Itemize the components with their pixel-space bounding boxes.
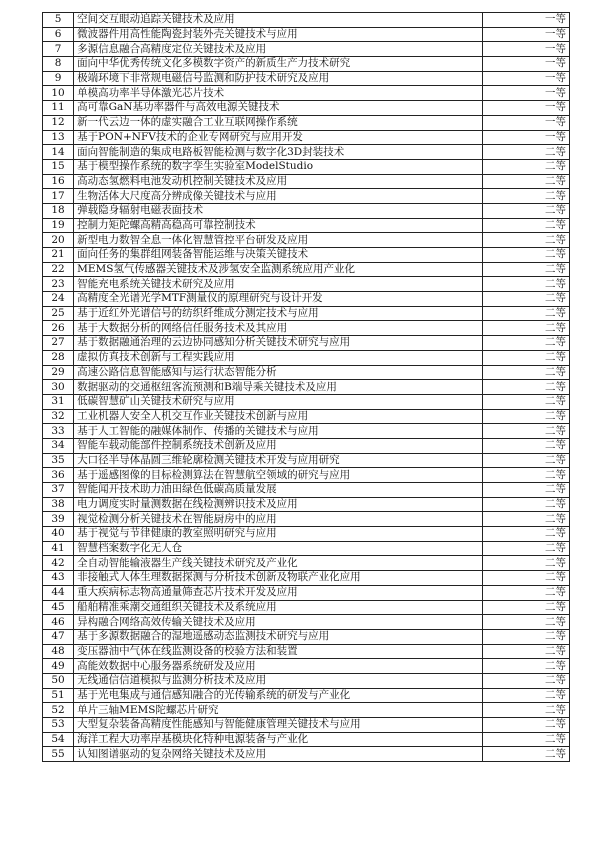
award-grade: 一等 <box>482 86 569 101</box>
award-list-table <box>42 12 570 762</box>
project-title: 认知图谱驱动的复杂网络关键技术及应用 <box>74 747 483 762</box>
award-grade: 二等 <box>482 453 569 468</box>
award-grade: 二等 <box>482 629 569 644</box>
row-number: 42 <box>43 556 74 571</box>
table-row <box>43 145 570 160</box>
row-number: 25 <box>43 306 74 321</box>
table-row <box>43 292 570 307</box>
table-row <box>43 233 570 248</box>
project-title: 船舶精准乘潮交通组织关键技术及系统应用 <box>74 600 483 615</box>
award-grade: 二等 <box>482 659 569 674</box>
award-grade: 二等 <box>482 732 569 747</box>
row-number: 12 <box>43 115 74 130</box>
award-grade: 二等 <box>482 277 569 292</box>
row-number: 46 <box>43 615 74 630</box>
table-row <box>43 615 570 630</box>
table-row <box>43 718 570 733</box>
table-row <box>43 248 570 263</box>
project-title: 虚拟仿真技术创新与工程实践应用 <box>74 350 483 365</box>
table-row <box>43 483 570 498</box>
project-title: 基于光电集成与通信感知融合的光传输系统的研发与产业化 <box>74 688 483 703</box>
award-grade: 二等 <box>482 159 569 174</box>
row-number: 11 <box>43 101 74 116</box>
award-grade: 二等 <box>482 703 569 718</box>
award-list-sheet <box>42 12 570 762</box>
award-grade: 二等 <box>482 394 569 409</box>
table-row <box>43 218 570 233</box>
row-number: 28 <box>43 350 74 365</box>
row-number: 52 <box>43 703 74 718</box>
project-title: 无线通信信道模拟与监测分析技术及应用 <box>74 673 483 688</box>
row-number: 38 <box>43 497 74 512</box>
award-grade: 二等 <box>482 350 569 365</box>
row-number: 10 <box>43 86 74 101</box>
row-number: 31 <box>43 394 74 409</box>
table-row <box>43 277 570 292</box>
award-grade: 二等 <box>482 174 569 189</box>
award-grade: 一等 <box>482 101 569 116</box>
table-row <box>43 13 570 28</box>
project-title: 弹载隐身辐射电磁表面技术 <box>74 203 483 218</box>
project-title: 生物活体大尺度高分辨成像关键技术与应用 <box>74 189 483 204</box>
row-number: 17 <box>43 189 74 204</box>
table-row <box>43 321 570 336</box>
row-number: 51 <box>43 688 74 703</box>
table-row <box>43 571 570 586</box>
table-row <box>43 453 570 468</box>
award-grade: 二等 <box>482 233 569 248</box>
table-row <box>43 336 570 351</box>
table-row <box>43 189 570 204</box>
project-title: 非接触式人体生理数据探测与分析技术创新及物联产业化应用 <box>74 571 483 586</box>
award-grade: 二等 <box>482 644 569 659</box>
award-grade: 二等 <box>482 321 569 336</box>
row-number: 33 <box>43 424 74 439</box>
award-grade: 二等 <box>482 438 569 453</box>
project-title: 异构融合网络高效传输关键技术及应用 <box>74 615 483 630</box>
row-number: 44 <box>43 585 74 600</box>
project-title: 面向中华优秀传统文化多模数字资产的新质生产力技术研究 <box>74 57 483 72</box>
table-row <box>43 438 570 453</box>
project-title: 基于视觉与节律健康的教室照明研究与应用 <box>74 527 483 542</box>
award-grade: 二等 <box>482 571 569 586</box>
table-row <box>43 703 570 718</box>
award-grade: 二等 <box>482 336 569 351</box>
project-title: 高精度全光谱光学MTF测量仪的原理研究与设计开发 <box>74 292 483 307</box>
award-grade: 二等 <box>482 468 569 483</box>
row-number: 16 <box>43 174 74 189</box>
project-title: 电力调度实时量测数据在线检测辨识技术及应用 <box>74 497 483 512</box>
table-row <box>43 262 570 277</box>
project-title: 大型复杂装备高精度性能感知与智能健康管理关键技术与应用 <box>74 718 483 733</box>
table-row <box>43 71 570 86</box>
row-number: 27 <box>43 336 74 351</box>
project-title: 高能效数据中心服务器系统研发及应用 <box>74 659 483 674</box>
project-title: 智能充电系统关键技术研究及应用 <box>74 277 483 292</box>
row-number: 29 <box>43 365 74 380</box>
project-title: 极端环境下非常规电磁信号监测和防护技术研究及应用 <box>74 71 483 86</box>
award-grade: 一等 <box>482 27 569 42</box>
table-row <box>43 27 570 42</box>
award-grade: 二等 <box>482 203 569 218</box>
award-grade: 一等 <box>482 42 569 57</box>
row-number: 47 <box>43 629 74 644</box>
project-title: 数据驱动的交通枢纽客流预测和B端导乘关键技术及应用 <box>74 380 483 395</box>
table-row <box>43 306 570 321</box>
row-number: 9 <box>43 71 74 86</box>
table-row <box>43 747 570 762</box>
table-row <box>43 365 570 380</box>
table-row <box>43 130 570 145</box>
project-title: MEMS氢气传感器关键技术及涉氢安全监测系统应用产业化 <box>74 262 483 277</box>
table-row <box>43 409 570 424</box>
award-grade: 二等 <box>482 424 569 439</box>
table-row <box>43 600 570 615</box>
table-row <box>43 556 570 571</box>
row-number: 14 <box>43 145 74 160</box>
row-number: 41 <box>43 541 74 556</box>
award-grade: 二等 <box>482 306 569 321</box>
project-title: 面向智能制造的集成电路板智能检测与数字化3D封装技术 <box>74 145 483 160</box>
award-grade: 二等 <box>482 673 569 688</box>
row-number: 43 <box>43 571 74 586</box>
award-grade: 二等 <box>482 248 569 263</box>
row-number: 19 <box>43 218 74 233</box>
award-grade: 二等 <box>482 747 569 762</box>
award-grade: 二等 <box>482 218 569 233</box>
project-title: 基于多源数据融合的湿地遥感动态监测技术研究与应用 <box>74 629 483 644</box>
row-number: 24 <box>43 292 74 307</box>
project-title: 智能闻开技术助力油田绿色低碳高质量发展 <box>74 483 483 498</box>
table-row <box>43 644 570 659</box>
project-title: 多源信息融合高精度定位关键技术及应用 <box>74 42 483 57</box>
project-title: 基于大数据分析的网络信任服务技术及其应用 <box>74 321 483 336</box>
row-number: 37 <box>43 483 74 498</box>
row-number: 5 <box>43 13 74 28</box>
table-row <box>43 174 570 189</box>
row-number: 7 <box>43 42 74 57</box>
project-title: 基于近红外光谱信号的纺织纤维成分测定技术与应用 <box>74 306 483 321</box>
project-title: 高速公路信息智能感知与运行状态智能分析 <box>74 365 483 380</box>
table-row <box>43 57 570 72</box>
table-row <box>43 101 570 116</box>
table-row <box>43 350 570 365</box>
project-title: 全自动智能输液器生产线关键技术研究及产业化 <box>74 556 483 571</box>
award-grade: 二等 <box>482 718 569 733</box>
award-grade: 一等 <box>482 115 569 130</box>
award-grade: 二等 <box>482 600 569 615</box>
row-number: 35 <box>43 453 74 468</box>
project-title: 微波器件用高性能陶瓷封装外壳关键技术与应用 <box>74 27 483 42</box>
project-title: 高动态氢燃料电池发动机控制关键技术及应用 <box>74 174 483 189</box>
project-title: 重大疾病标志物高通量筛查芯片技术开发及应用 <box>74 585 483 600</box>
award-grade: 二等 <box>482 262 569 277</box>
project-title: 新型电力数智全息一体化智慧管控平台研发及应用 <box>74 233 483 248</box>
project-title: 大口径半导体晶圆三维轮廓检测关键技术开发与应用研究 <box>74 453 483 468</box>
table-row <box>43 585 570 600</box>
award-grade: 二等 <box>482 541 569 556</box>
table-row <box>43 424 570 439</box>
row-number: 40 <box>43 527 74 542</box>
row-number: 18 <box>43 203 74 218</box>
table-row <box>43 86 570 101</box>
table-row <box>43 512 570 527</box>
project-title: 单模高功率半导体激光芯片技术 <box>74 86 483 101</box>
row-number: 30 <box>43 380 74 395</box>
award-grade: 二等 <box>482 483 569 498</box>
project-title: 低碳智慧矿山关键技术研究与应用 <box>74 394 483 409</box>
table-row <box>43 380 570 395</box>
award-list-body <box>43 13 570 762</box>
project-title: 海洋工程大功率岸基模块化特种电源装备与产业化 <box>74 732 483 747</box>
table-row <box>43 659 570 674</box>
project-title: 基于人工智能的融媒体制作、传播的关键技术与应用 <box>74 424 483 439</box>
row-number: 22 <box>43 262 74 277</box>
row-number: 32 <box>43 409 74 424</box>
table-row <box>43 394 570 409</box>
table-row <box>43 159 570 174</box>
project-title: 基于遥感图像的目标检测算法在智慧航空领域的研究与应用 <box>74 468 483 483</box>
row-number: 54 <box>43 732 74 747</box>
project-title: 面向任务的集群组网装备智能运维与决策关键技术 <box>74 248 483 263</box>
award-grade: 二等 <box>482 365 569 380</box>
project-title: 智能车载动能部件控制系统技术创新及应用 <box>74 438 483 453</box>
award-grade: 二等 <box>482 615 569 630</box>
row-number: 8 <box>43 57 74 72</box>
table-row <box>43 629 570 644</box>
row-number: 55 <box>43 747 74 762</box>
award-grade: 二等 <box>482 688 569 703</box>
project-title: 基于数据融通治理的云边协同感知分析关键技术研究与应用 <box>74 336 483 351</box>
table-row <box>43 541 570 556</box>
table-row <box>43 673 570 688</box>
award-grade: 二等 <box>482 512 569 527</box>
row-number: 6 <box>43 27 74 42</box>
project-title: 空间交互眼动追踪关键技术及应用 <box>74 13 483 28</box>
award-grade: 二等 <box>482 585 569 600</box>
project-title: 智慧档案数字化无人仓 <box>74 541 483 556</box>
award-grade: 二等 <box>482 292 569 307</box>
row-number: 13 <box>43 130 74 145</box>
row-number: 34 <box>43 438 74 453</box>
row-number: 21 <box>43 248 74 263</box>
table-row <box>43 527 570 542</box>
award-grade: 一等 <box>482 57 569 72</box>
row-number: 39 <box>43 512 74 527</box>
table-row <box>43 468 570 483</box>
row-number: 36 <box>43 468 74 483</box>
table-row <box>43 203 570 218</box>
row-number: 26 <box>43 321 74 336</box>
project-title: 基于PON+NFV技术的企业专网研究与应用开发 <box>74 130 483 145</box>
row-number: 45 <box>43 600 74 615</box>
table-row <box>43 115 570 130</box>
project-title: 基于模型操作系统的数字孪生实验室ModelStudio <box>74 159 483 174</box>
table-row <box>43 42 570 57</box>
award-grade: 二等 <box>482 409 569 424</box>
row-number: 53 <box>43 718 74 733</box>
award-grade: 二等 <box>482 497 569 512</box>
award-grade: 一等 <box>482 13 569 28</box>
row-number: 48 <box>43 644 74 659</box>
project-title: 高可靠GaN基功率器件与高效电源关键技术 <box>74 101 483 116</box>
award-grade: 二等 <box>482 189 569 204</box>
project-title: 视觉检测分析关键技术在智能厨房中的应用 <box>74 512 483 527</box>
row-number: 20 <box>43 233 74 248</box>
project-title: 工业机器人安全人机交互作业关键技术创新与应用 <box>74 409 483 424</box>
project-title: 单片三轴MEMS陀螺芯片研究 <box>74 703 483 718</box>
award-grade: 一等 <box>482 71 569 86</box>
table-row <box>43 688 570 703</box>
row-number: 49 <box>43 659 74 674</box>
row-number: 15 <box>43 159 74 174</box>
award-grade: 二等 <box>482 527 569 542</box>
row-number: 23 <box>43 277 74 292</box>
table-row <box>43 732 570 747</box>
row-number: 50 <box>43 673 74 688</box>
award-grade: 二等 <box>482 380 569 395</box>
table-row <box>43 497 570 512</box>
award-grade: 二等 <box>482 145 569 160</box>
project-title: 新一代云边一体的虚实融合工业互联网操作系统 <box>74 115 483 130</box>
project-title: 变压器油中气体在线监测设备的校验方法和装置 <box>74 644 483 659</box>
award-grade: 二等 <box>482 556 569 571</box>
award-grade: 一等 <box>482 130 569 145</box>
project-title: 控制力矩陀螺高精高稳高可靠控制技术 <box>74 218 483 233</box>
